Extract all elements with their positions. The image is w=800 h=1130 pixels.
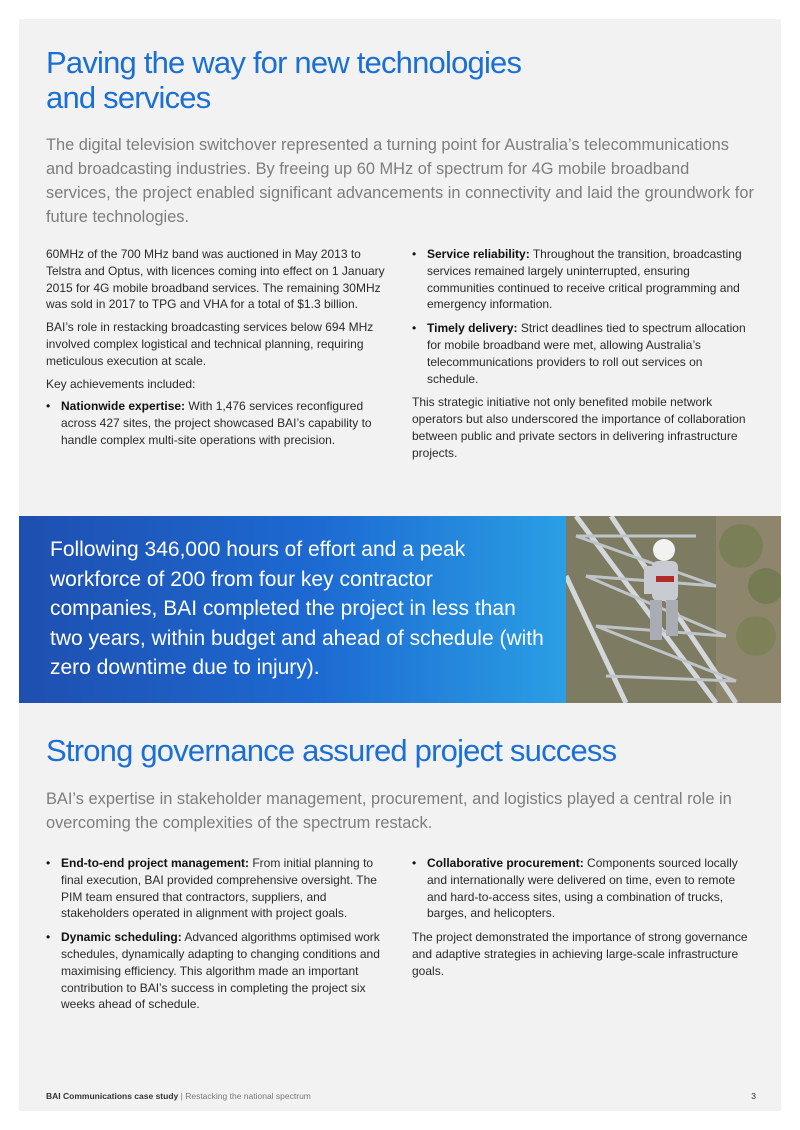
list-item (46, 398, 390, 448)
list-item-label: End-to-end project management: (61, 856, 250, 870)
right-column (412, 855, 756, 1020)
list-item-label: Collaborative procurement: (427, 856, 584, 870)
two-column-body (46, 855, 756, 1020)
paragraph: 60MHz of the 700 MHz band was auctioned in May 2013 to Telstra and Optus, with licences coming into effect on 1 January 2015 for 4G mobile broadband services. The remaining 30MHz was sold in 2017 to TPG and VHA for a total of $1.3 billion. (46, 247, 385, 312)
list-item-label: Service reliability: (427, 247, 530, 261)
footer-separator: | (178, 1091, 186, 1101)
section-lead: The digital television switchover represented a turning point for Australia’s telecommunications and broadcasting industries. By freeing up 60 MHz of spectrum for 4G mobile broadband services, the project enabled significant advancements in connectivity and laid the groundwork for future technologies. (46, 136, 754, 226)
paragraph: The project demonstrated the importance of strong governance and adaptive strategies in achieving large-scale infrastructure goals. (412, 930, 748, 978)
list-item-label: Timely delivery: (427, 321, 518, 336)
list-item (46, 855, 390, 922)
right-column (412, 246, 756, 468)
achievement-list (412, 246, 756, 387)
page-footer (46, 1091, 756, 1101)
page (19, 19, 781, 1111)
list-item (412, 246, 756, 313)
section-lead: BAI’s expertise in stakeholder management, procurement, and logistics played a central role in overcoming the complexities of the spectrum restack. (46, 790, 732, 832)
two-column-body (46, 246, 756, 468)
list-item (412, 320, 756, 387)
banner-quote-panel (19, 516, 566, 703)
page-number: 3 (751, 1091, 756, 1101)
section-strong-governance (46, 733, 756, 1020)
list-item (412, 855, 756, 922)
list-item-text: Strict deadlines tied to spectrum allocation for mobile broadband were met, allowing Australia’s telecommunications providers to roll out services on schedule. (427, 321, 746, 386)
section-title: Strong governance assured project success (46, 733, 617, 768)
footer-brand: BAI Communications case study (46, 1091, 179, 1101)
list-item-text: With 1,476 services reconfigured across 427 sites, the project showcased BAI’s capability to handle complex multi-site operations with precision. (61, 399, 372, 447)
governance-list (46, 855, 390, 1013)
list-item-text: From initial planning to final execution, BAI provided comprehensive oversight. The PIM team ensured that contractors, suppliers, and stakeholders operated in alignment with project goals. (61, 856, 377, 921)
list-item-label: Nationwide expertise: (61, 399, 186, 414)
footer-subtitle: Restacking the national spectrum (185, 1091, 311, 1101)
section-paving-the-way (46, 45, 756, 468)
achievement-list (46, 398, 390, 448)
list-item-text: Components sourced locally and internationally were delivered on time, even to remote and hard-to-access sites, using a combination of trucks, barges, and helicopters. (427, 856, 738, 921)
list-item-text: Throughout the transition, broadcasting services remained largely uninterrupted, ensuring communities continued to receive critical programming and emergency information. (427, 247, 742, 312)
paragraph: This strategic initiative not only benefited mobile network operators but also underscored the importance of collaboration between public and private sectors in delivering infrastructure projects. (412, 395, 746, 460)
tower-worker-illustration (566, 516, 781, 703)
footer-title (46, 1091, 311, 1101)
paragraph: Key achievements included: (46, 376, 196, 391)
left-column (46, 855, 390, 1020)
section-title: Paving the way for new technologies and services (46, 45, 522, 115)
list-item-label: Dynamic scheduling: (61, 930, 182, 945)
left-column (46, 246, 390, 468)
list-item (46, 929, 390, 1013)
tower-worker-photo (566, 516, 781, 703)
paragraph: BAI’s role in restacking broadcasting services below 694 MHz involved complex logistical and technical planning, requiring meticulous execution at scale. (46, 320, 374, 368)
highlight-banner (19, 516, 781, 703)
list-item-text: Advanced algorithms optimised work schedules, dynamically adapting to changing conditions and maximising efficiency. This algorithm made an important contribution to BAI’s success in completing the project six weeks ahead of schedule. (61, 930, 380, 1012)
governance-list (412, 855, 756, 922)
banner-quote: Following 346,000 hours of effort and a peak workforce of 200 from four key contractor companies, BAI completed the project in less than two years, within budget and ahead of schedule (with zero downtime due to injury). (50, 538, 544, 679)
